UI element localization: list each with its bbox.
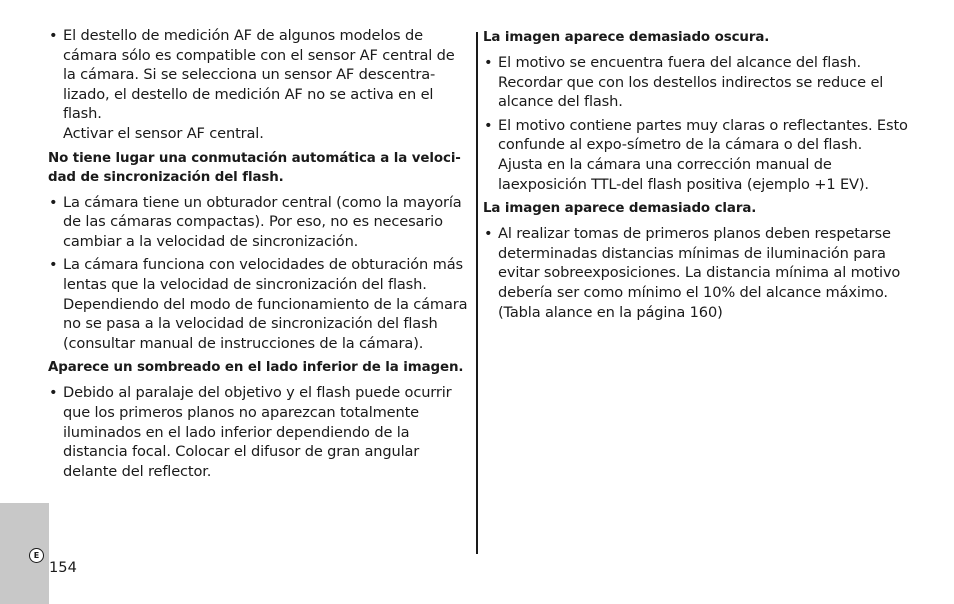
intro-bullet-note: Activar el sensor AF central.: [63, 124, 264, 142]
right-column: [483, 26, 908, 326]
list-item: • La cámara tiene un obturador central (como la mayoría de las cámaras compactas). Por eso, no es necesario cambiar a la velocidad de sincronización.: [48, 193, 471, 252]
intro-bullet-text: El destello de medición AF de algunos modelos de cámara sólo es compatible con el sensor AF central de la cámara. Si se selecciona un sensor AF descentra-lizado, el destello de medición AF no se activa en el flash.: [63, 27, 455, 123]
heading-sync: No tiene lugar una conmutación automática a la veloci-dad de sincronización del flash.: [48, 150, 461, 185]
dark-list: [483, 53, 908, 194]
bright-list: [483, 224, 908, 322]
list-item: • La cámara funciona con velocidades de obturación más lentas que la velocidad de sincronización del flash. Dependiendo del modo de funcionamiento de la cámara no se pasa a la velocidad de sincronización del flash (consultar manual de instrucciones de la cámara).: [48, 255, 471, 353]
intro-list: [48, 26, 471, 144]
bright-bullet-note: (Tabla alance en la página 160): [498, 303, 723, 321]
column-divider: [476, 32, 478, 554]
bright-bullet-text: Al realizar tomas de primeros planos deben respetarse determinadas distancias mínimas de iluminación para evitar sobreexposiciones. La distancia mínima al motivo debería ser como mínimo el 10% del alcance máximo.: [498, 225, 901, 301]
shadow-list: [48, 383, 471, 481]
left-column: [48, 26, 471, 485]
page-number: 154: [49, 559, 77, 576]
list-item: • El motivo se encuentra fuera del alcance del flash. Recordar que con los destellos indirectos se reduce el alcance del flash.: [483, 53, 908, 112]
list-item: [483, 224, 908, 322]
heading-bright: La imagen aparece demasiado clara.: [483, 201, 757, 217]
heading-shadow: Aparece un sombreado en el lado inferior de la imagen.: [48, 360, 464, 376]
list-item: • El motivo contiene partes muy claras o reflectantes. Esto confunde al expo-símetro de la cámara o del flash. Ajusta en la cámara una corrección manual de laexposición TTL-del flash positiva (ejemplo +1 EV).: [483, 116, 908, 194]
list-item: • Debido al paralaje del objetivo y el flash puede ocurrir que los primeros planos no aparezcan totalmente iluminados en el lado inferior dependiendo de la distancia focal. Colocar el difusor de gran angular delante del reflector.: [48, 383, 471, 481]
sync-list: [48, 193, 471, 354]
language-badge: E: [29, 548, 44, 563]
list-item: [48, 26, 471, 144]
heading-dark: La imagen aparece demasiado oscura.: [483, 30, 770, 45]
